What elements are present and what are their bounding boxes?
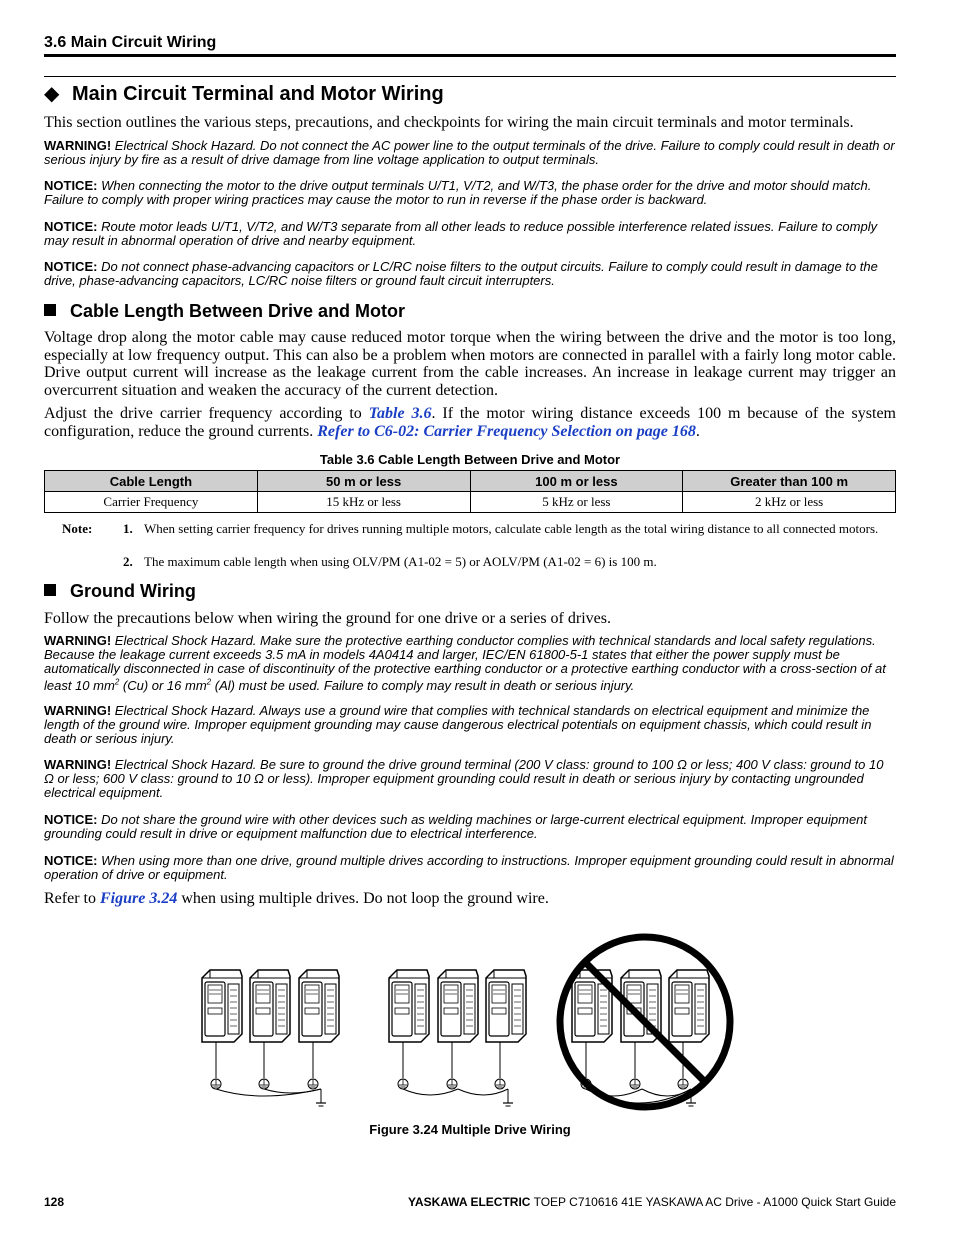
section-header: 3.6 Main Circuit Wiring: [44, 34, 217, 51]
notice-phase-order: NOTICE: When connecting the motor to the drive output terminals U/T1, V/T2, and W/T3, the phase order for the drive and motor should match. Failure to comply with proper wiring practices may cause the motor to run in reverse if the phase order is backward.: [44, 178, 872, 207]
ground-intro: Follow the precautions below when wiring the ground for one drive or a series of drives.: [44, 610, 611, 627]
cable-length-table: [44, 470, 896, 513]
table-header-cell: 100 m or less: [470, 471, 683, 492]
correct-individual-ground-group: [202, 970, 339, 1106]
table-cell: Carrier Frequency: [45, 492, 258, 513]
figure-reference: Refer to Figure 3.24 when using multiple drives. Do not loop the ground wire.: [44, 890, 549, 907]
table-header-row: [45, 471, 896, 492]
table-3-6-link[interactable]: Table 3.6: [368, 405, 432, 422]
note-number: 1.: [123, 521, 133, 536]
warning-protective-earthing: WARNING! Electrical Shock Hazard. Make sure the protective earthing conductor complies with technical standards and local safety regulations. Because the leakage current exceeds 3.5 mA in models 4A0414 and larger, IEC/EN 61800-5-1 states that either the power supply must be automatically disconnected in case of discontinuity of the protective earthing conductor or a protective earthing conductor with a cross-section of at least 10 $mm^2$ (Cu) or 16 $mm^2$ (Al) must be used. Failure to comply may result in death or serious injury.: [44, 633, 886, 694]
ground-section-title: Ground Wiring: [44, 581, 196, 602]
correct-series-ground-group: [389, 970, 526, 1106]
warning-ground-wire-length: WARNING! Electrical Shock Hazard. Always use a ground wire that complies with technical standards on electrical equipment and minimize the length of the ground wire. Improper equipment grounding may cause dangerous electrical potentials on equipment chassis, which could result in death or serious injury.: [44, 703, 872, 746]
square-bullet-icon: [44, 304, 56, 316]
cable-para-adjust: Adjust the drive carrier frequency according to Table 3.6. If the motor wiring distance exceeds 100 m because of the system configuration, reduce the ground currents. Refer to C6-02: Carrier Frequency Selection on page 168.: [44, 405, 897, 440]
notice-multiple-drives: NOTICE: When using more than one drive, ground multiple drives according to instructions. Improper equipment grounding could result in abnormal operation of drive or equipment.: [44, 853, 894, 882]
warning-ac-power-output: WARNING! Electrical Shock Hazard. Do not connect the AC power line to the output terminals of the drive. Failure to comply could result in death or serious injury by fire as a result of drive damage from line voltage application to output terminals.: [44, 138, 895, 167]
figure-caption: Figure 3.24 Multiple Drive Wiring: [369, 1122, 571, 1137]
main-intro: This section outlines the various steps, precautions, and checkpoints for wiring the main circuit terminals and motor terminals.: [44, 114, 854, 131]
cable-para-voltage-drop: Voltage drop along the motor cable may cause reduced motor torque when the wiring between the drive and the motor is too long, especially at low frequency output. This can also be a problem when motors are connected in parallel with a fairly long motor cable. Drive output current will increase as the leakage current from the cable increases. An increase in leakage current may trigger an overcurrent situation and weaken the accuracy of the current detection.: [44, 329, 896, 399]
table-header-cell: 50 m or less: [257, 471, 470, 492]
notice-phase-advancing-capacitors: NOTICE: Do not connect phase-advancing capacitors or LC/RC noise filters to the output circuits. Failure to comply could result in damage to the drive, phase-advancing capacitors, LC/RC noise filters or ground fault circuit interrupters.: [44, 259, 878, 288]
note-label: Note:: [62, 521, 93, 536]
page-number: 128: [44, 1195, 65, 1209]
table-header-cell: Greater than 100 m: [683, 471, 896, 492]
footer-doc-info: YASKAWA ELECTRIC TOEP C710616 41E YASKAWA AC Drive - A1000 Quick Start Guide: [408, 1195, 896, 1209]
multiple-drive-wiring-figure: [180, 925, 760, 1115]
table-caption: Table 3.6 Cable Length Between Drive and Motor: [319, 452, 621, 467]
cable-section-title: Cable Length Between Drive and Motor: [44, 301, 405, 322]
note-number: 2.: [123, 554, 133, 569]
table-cell: 15 kHz or less: [257, 492, 470, 513]
c6-02-reference-link[interactable]: Refer to C6-02: Carrier Frequency Selection on page 168: [317, 422, 696, 440]
section-divider: [44, 76, 896, 77]
table-header-cell: Cable Length: [45, 471, 258, 492]
main-section-title: ◆ Main Circuit Terminal and Motor Wiring: [44, 83, 444, 105]
table-row: [45, 492, 896, 513]
note-text: The maximum cable length when using OLV/PM (A1-02 = 5) or AOLV/PM (A1-02 = 6) is 100 m.: [144, 554, 657, 569]
table-cell: 2 kHz or less: [683, 492, 896, 513]
notice-shared-ground-wire: NOTICE: Do not share the ground wire with other devices such as welding machines or large-current electrical equipment. Improper equipment grounding could result in drive or equipment malfunction due to electrical interference.: [44, 812, 868, 841]
diamond-bullet-icon: ◆: [44, 83, 60, 105]
notice-route-motor-leads: NOTICE: Route motor leads U/T1, V/T2, and W/T3 separate from all other leads to reduce possible interference related issues. Failure to comply may result in abnormal operation of drive and nearby equipment.: [44, 219, 878, 248]
header-rule: [44, 54, 896, 57]
figure-3-24-link[interactable]: Figure 3.24: [99, 890, 178, 907]
square-bullet-icon: [44, 584, 56, 596]
note-text: When setting carrier frequency for drives running multiple motors, calculate cable length as the total wiring distance to all connected motors.: [144, 521, 879, 536]
warning-ground-terminal: WARNING! Electrical Shock Hazard. Be sure to ground the drive ground terminal (200 V class: ground to 100 Ω or less; 400 V class: ground to 10 Ω or less; 600 V class: ground to 10 Ω or less). Improper equipment grounding could result in death or serious injury by contacting ungrounded electrical equipment.: [44, 757, 884, 800]
table-cell: 5 kHz or less: [470, 492, 683, 513]
